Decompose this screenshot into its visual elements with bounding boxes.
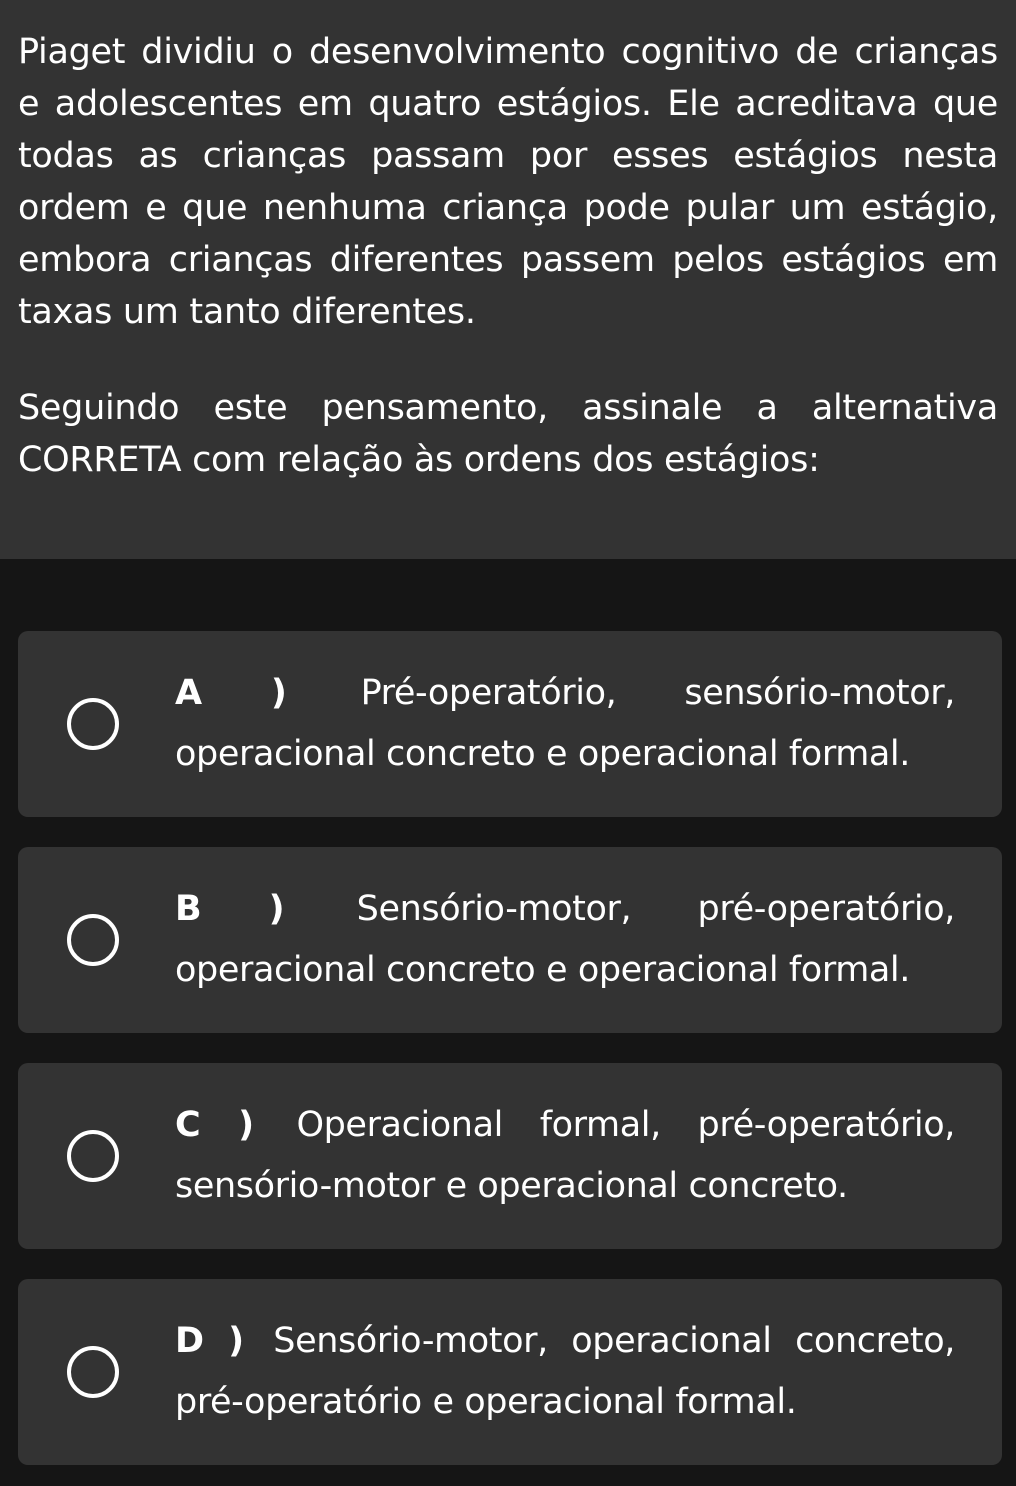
- option-a-letter: A ): [175, 673, 287, 713]
- option-d-text: [175, 1311, 955, 1433]
- option-d[interactable]: [18, 1279, 1002, 1465]
- option-c-letter: C ): [175, 1105, 254, 1145]
- option-b[interactable]: [18, 847, 1002, 1033]
- option-c-text: [175, 1095, 955, 1217]
- option-b-label: Sensório-motor, pré-operatório, operacional concreto e operacional formal.: [175, 889, 955, 990]
- radio-circle-icon[interactable]: [67, 1346, 119, 1398]
- option-d-label: Sensório-motor, operacional concreto, pré-operatório e operacional formal.: [175, 1321, 955, 1422]
- option-b-text: [175, 879, 955, 1001]
- question-panel: [0, 0, 1016, 559]
- option-c[interactable]: [18, 1063, 1002, 1249]
- option-a-label: Pré-operatório, sensório-motor, operacional concreto e operacional formal.: [175, 673, 955, 774]
- option-d-letter: D ): [175, 1321, 244, 1361]
- radio-circle-icon[interactable]: [67, 698, 119, 750]
- question-context: Piaget dividiu o desenvolvimento cognitivo de crianças e adolescentes em quatro estágios. Ele acreditava que todas as crianças passam por esses estágios nesta ordem e que nenhuma criança pode pular um estágio, embora crianças diferentes passem pelos estágios em taxas um tanto diferentes.: [18, 32, 998, 332]
- option-a[interactable]: [18, 631, 1002, 817]
- radio-circle-icon[interactable]: [67, 914, 119, 966]
- option-a-text: [175, 663, 955, 785]
- option-c-label: Operacional formal, pré-operatório, sensório-motor e operacional concreto.: [175, 1105, 955, 1206]
- option-b-letter: B ): [175, 889, 285, 929]
- question-prompt: Seguindo este pensamento, assinale a alternativa CORRETA com relação às ordens dos estágios:: [18, 388, 998, 480]
- radio-circle-icon[interactable]: [67, 1130, 119, 1182]
- answer-options: [0, 559, 1016, 1486]
